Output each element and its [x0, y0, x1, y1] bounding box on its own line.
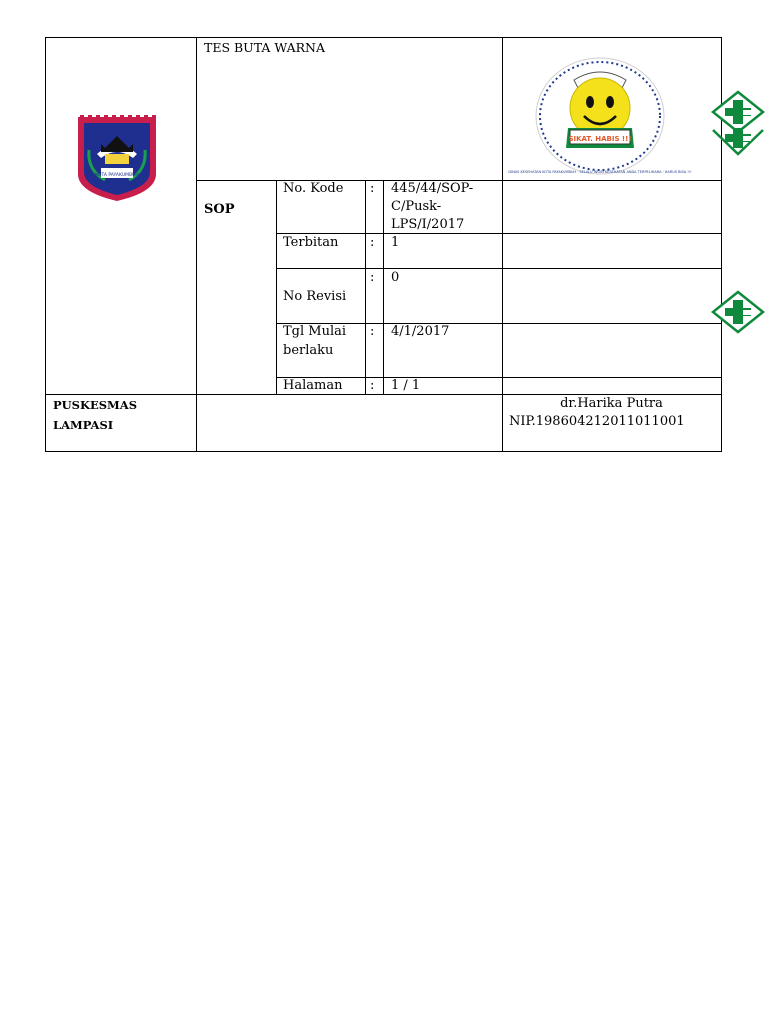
puskesmas-cross-icon-secondary: [711, 126, 765, 158]
field-value-no-kode-line2: C/Pusk-: [391, 199, 442, 214]
org-name-line1: PUSKESMAS: [53, 398, 138, 412]
field-value-tgl-mulai: 4/1/2017: [391, 324, 450, 339]
field-colon-no-revisi: :: [370, 270, 375, 285]
document-title: TES BUTA WARNA: [204, 40, 326, 55]
table-divider-col1: [196, 37, 197, 452]
emblem-banner-text: KOTA PAYAKUMBUH: [95, 173, 139, 178]
field-value-halaman: 1 / 1: [391, 378, 421, 393]
city-emblem-logo: [75, 114, 159, 204]
row-divider-4: [276, 377, 722, 378]
table-divider-colon-col-right: [383, 180, 384, 394]
field-label-tgl-mulai-line2: berlaku: [283, 343, 334, 358]
row-divider-2: [276, 268, 722, 269]
logo-ring-text: DINAS KESEHATAN KOTA PAYAKUMBUH · SELALU INGIN KESEHATAN ANDA TERPELIHARA · HARUS BISA !!!: [508, 170, 692, 174]
field-colon-halaman: :: [370, 378, 375, 393]
field-label-terbitan: Terbitan: [283, 235, 339, 250]
field-value-terbitan: 1: [391, 235, 400, 250]
signer-nip: NIP.198604212011011001: [509, 414, 685, 429]
signer-name: dr.Harika Putra: [560, 396, 663, 411]
field-value-no-kode-line3: LPS/I/2017: [391, 217, 465, 232]
sop-label: SOP: [204, 202, 235, 217]
field-label-tgl-mulai-line1: Tgl Mulai: [283, 324, 347, 339]
row-divider-1: [276, 233, 722, 234]
table-divider-label-col: [276, 180, 277, 394]
field-value-no-revisi: 0: [391, 270, 400, 285]
field-colon-tgl-mulai: :: [370, 324, 375, 339]
puskesmas-cross-icon-lower: [711, 290, 765, 334]
table-divider-col3: [502, 37, 503, 452]
field-value-no-kode-line1: 445/44/SOP-: [391, 181, 474, 196]
field-label-halaman: Halaman: [283, 378, 343, 393]
health-office-logo: [508, 52, 692, 177]
table-border-bottom: [45, 451, 722, 452]
field-colon-no-kode: :: [370, 181, 375, 196]
table-divider-colon-col-left: [365, 180, 366, 394]
field-colon-terbitan: :: [370, 235, 375, 250]
field-label-no-revisi: No Revisi: [283, 289, 347, 304]
field-label-no-kode: No. Kode: [283, 181, 344, 196]
table-border-left: [45, 37, 46, 452]
org-name-line2: LAMPASI: [53, 418, 114, 432]
table-border-top: [45, 37, 722, 38]
logo-banner-text: SIKAT. HABIS !!!: [568, 135, 632, 143]
